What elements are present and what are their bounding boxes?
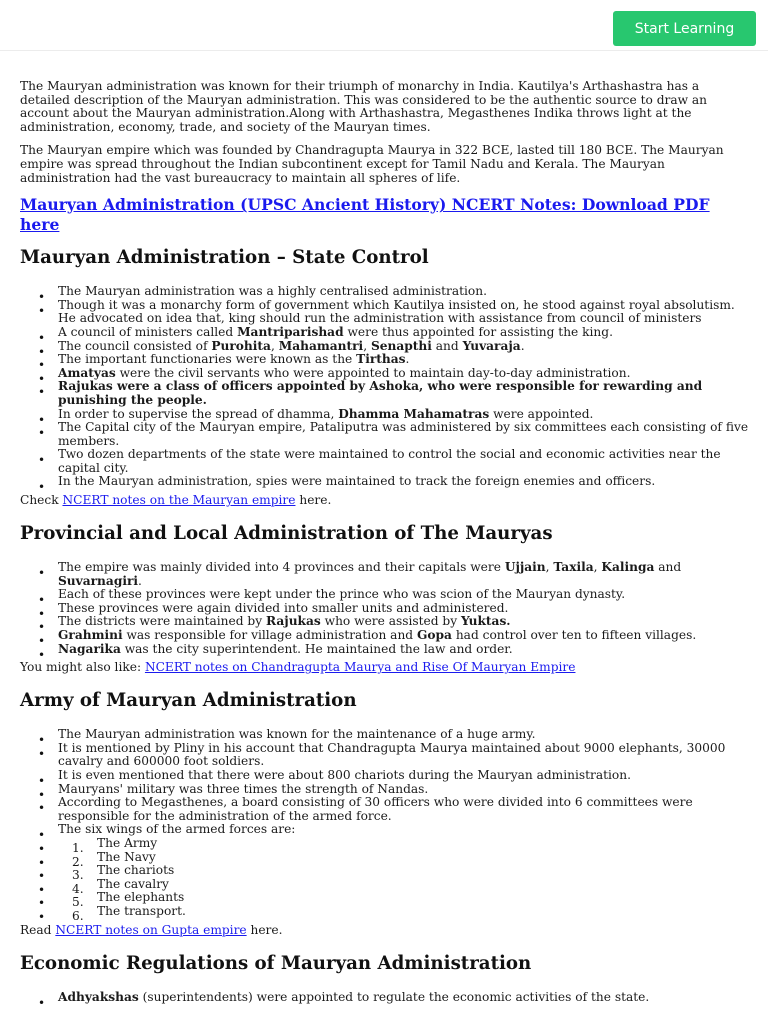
section-heading-state-control: Mauryan Administration – State Control: [20, 247, 429, 269]
section-heading-provincial: Provincial and Local Administration of The Mauryas: [20, 523, 553, 545]
top-bar: [0, 0, 768, 51]
economic-list: [20, 991, 750, 1005]
numbered-item: • 1. The Army: [58, 837, 750, 851]
gupta-empire-notes-link[interactable]: NCERT notes on Gupta empire: [55, 922, 247, 937]
numbered-item: • 4. The cavalry: [58, 878, 750, 892]
section-heading-economic: Economic Regulations of Mauryan Administration: [20, 952, 532, 974]
list-item: • Two dozen departments of the state were maintained to control the social and economic activities near the capital city.: [58, 448, 750, 475]
list-item: • In order to supervise the spread of dhamma, Dhamma Mahamatras were appointed.: [58, 408, 750, 422]
list-item: • Each of these provinces were kept under the prince who was scion of the Mauryan dynasty.: [58, 588, 750, 602]
list-item: • These provinces were again divided into smaller units and administered.: [58, 602, 750, 616]
intro-paragraph: The Mauryan empire which was founded by Chandragupta Maurya in 322 BCE, lasted till 180 BCE. The Mauryan empire was spread throughout the Indian subcontinent except for Tamil Nadu and Kerala. The Mauryan administration had the vast bureaucracy to maintain all spheres of life.: [20, 143, 724, 185]
list-item: • The council consisted of Purohita, Mahamantri, Senapthi and Yuvaraja.: [58, 340, 750, 354]
list-item: • Though it was a monarchy form of government which Kautilya insisted on, he stood against royal absolutism. He advocated on idea that, king should run the administration with assistance from council of ministers: [58, 299, 750, 326]
download-pdf-link[interactable]: Mauryan Administration (UPSC Ancient History) NCERT Notes: Download PDF here: [20, 195, 710, 235]
list-item: • The important functionaries were known as the Tirthas.: [58, 353, 750, 367]
provincial-list: [20, 561, 750, 656]
armed-forces-wings-list: [58, 835, 750, 923]
related-note: Check NCERT notes on the Mauryan empire here.: [20, 493, 332, 508]
mauryan-empire-notes-link[interactable]: NCERT notes on the Mauryan empire: [62, 493, 296, 508]
chandragupta-notes-link[interactable]: NCERT notes on Chandragupta Maurya and Rise Of Mauryan Empire: [144, 660, 576, 675]
numbered-item: • 6. The transport.: [58, 905, 750, 919]
list-item: • The Capital city of the Mauryan empire, Pataliputra was administered by six committees each consisting of five members.: [58, 421, 750, 448]
list-item: • The six wings of the armed forces are: • 1. The Army • 2. The Navy • 3. The chariots • 4. The cavalry • 5. The elephants • 6. The transport.: [58, 823, 750, 918]
article-body: [20, 80, 750, 1004]
list-item: • The Mauryan administration was known for the maintenance of a huge army.: [58, 728, 750, 742]
list-item: • In the Mauryan administration, spies were maintained to track the foreign enemies and officers.: [58, 475, 750, 489]
list-item: • It is even mentioned that there were about 800 chariots during the Mauryan administration.: [58, 769, 750, 783]
army-list: [20, 727, 750, 923]
numbered-item: • 2. The Navy: [58, 851, 750, 865]
section-heading-army: Army of Mauryan Administration: [20, 690, 357, 712]
list-item: • A council of ministers called Mantriparishad were thus appointed for assisting the king.: [58, 326, 750, 340]
list-item: • Adhyakshas (superintendents) were appointed to regulate the economic activities of the state.: [58, 991, 750, 1005]
state-control-list: [20, 285, 750, 489]
numbered-item: • 5. The elephants: [58, 891, 750, 905]
numbered-item: • 3. The chariots: [58, 864, 750, 878]
list-item: • The Mauryan administration was a highly centralised administration.: [58, 285, 750, 299]
related-note: You might also like: NCERT notes on Chandragupta Maurya and Rise Of Mauryan Empire: [20, 660, 576, 675]
list-item: • Amatyas were the civil servants who were appointed to maintain day-to-day administration.: [58, 367, 750, 381]
related-note: Read NCERT notes on Gupta empire here.: [20, 922, 283, 937]
list-item: • Grahmini was responsible for village administration and Gopa had control over ten to fifteen villages.: [58, 629, 750, 643]
list-item: • It is mentioned by Pliny in his account that Chandragupta Maurya maintained about 9000 elephants, 30000 cavalry and 600000 foot soldiers.: [58, 742, 750, 769]
list-item: • The districts were maintained by Rajukas who were assisted by Yuktas.: [58, 615, 750, 629]
list-item: • The empire was mainly divided into 4 provinces and their capitals were Ujjain, Taxila, Kalinga and Suvarnagiri.: [58, 561, 750, 588]
list-item: • Mauryans' military was three times the strength of Nandas.: [58, 783, 750, 797]
list-item: • According to Megasthenes, a board consisting of 30 officers who were divided into 6 committees were responsible for the administration of the armed force.: [58, 796, 750, 823]
intro-paragraph: The Mauryan administration was known for their triumph of monarchy in India. Kautilya's Arthashastra has a detailed description of the Mauryan administration. This was considered to be the authentic source to draw an account about the Mauryan administration.Along with Arthashastra, Megasthenes Indika throws light at the administration, economy, trade, and society of the Mauryan times.: [20, 79, 708, 134]
list-item: • Nagarika was the city superintendent. He maintained the law and order.: [58, 643, 750, 657]
list-item: • Rajukas were a class of officers appointed by Ashoka, who were responsible for rewarding and punishing the people.: [58, 380, 750, 407]
start-learning-button[interactable]: Start Learning: [613, 11, 756, 46]
